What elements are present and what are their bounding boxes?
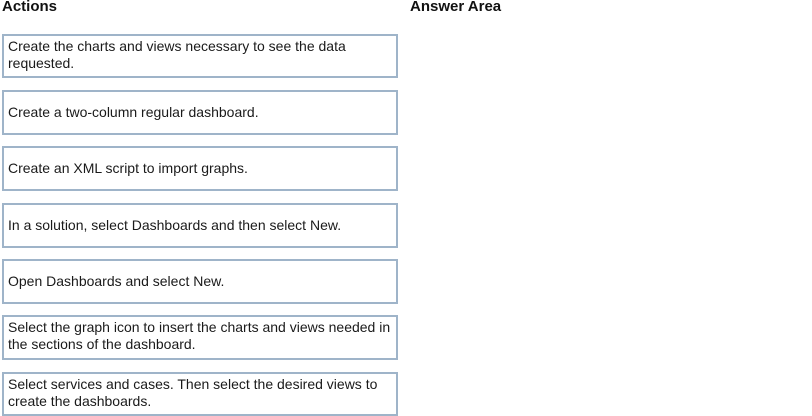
action-item-label: In a solution, select Dashboards and then select New.: [8, 217, 342, 233]
action-item-graph-icon-insert[interactable]: [2, 315, 398, 360]
action-item-label: Create an XML script to import graphs.: [8, 160, 248, 176]
action-item-open-dashboards-new[interactable]: [2, 259, 398, 304]
answer-area-dropzone[interactable]: [410, 34, 806, 410]
action-item-label: Select services and cases. Then select the desired views to create the dashboards.: [8, 376, 378, 409]
action-item-two-column-dashboard[interactable]: [2, 90, 398, 135]
action-item-xml-script[interactable]: [2, 146, 398, 191]
action-item-label: Create the charts and views necessary to see the data requested.: [8, 38, 346, 71]
answer-area-heading: Answer Area: [410, 0, 502, 15]
action-item-create-charts-views[interactable]: [2, 34, 398, 78]
action-item-label: Open Dashboards and select New.: [8, 273, 225, 289]
actions-heading: Actions: [2, 0, 58, 15]
action-item-label: Select the graph icon to insert the charts and views needed in the sections of the dashboard.: [8, 319, 391, 352]
action-item-solution-dashboards-new[interactable]: [2, 203, 398, 248]
action-item-label: Create a two-column regular dashboard.: [8, 104, 259, 120]
action-item-services-cases-views[interactable]: [2, 372, 398, 416]
